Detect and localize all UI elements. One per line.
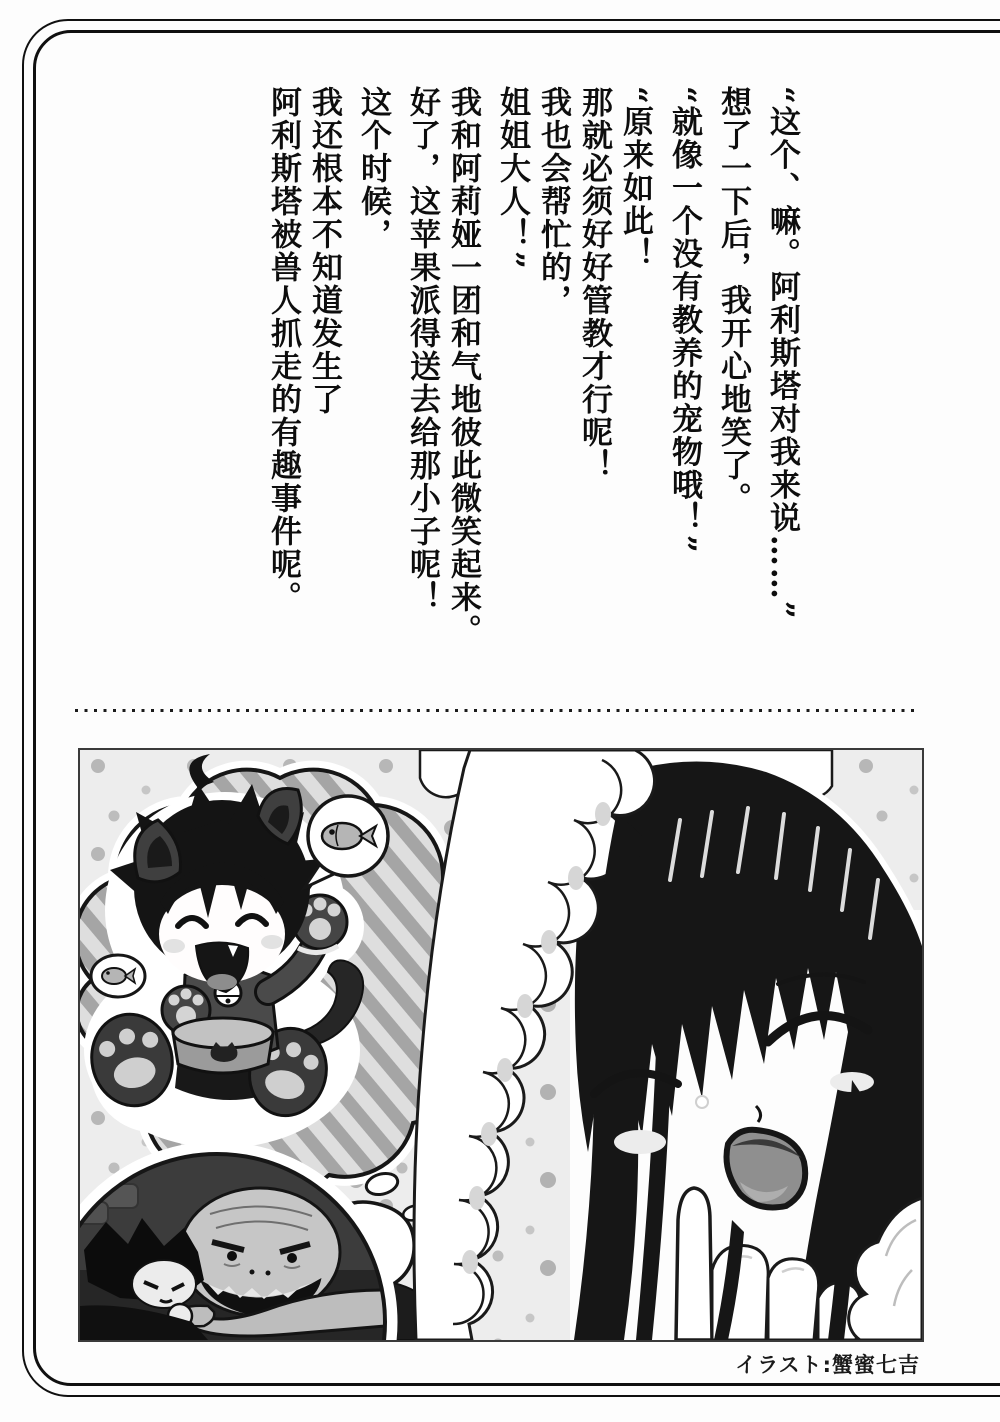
illustrator-credit: イラスト:蟹蜜七吉 — [735, 1353, 920, 1377]
index-finger — [676, 1188, 712, 1340]
novel-line: 想了一下后，我开心地笑了。 — [715, 86, 751, 515]
novel-line: “这个、嘛。阿利斯塔对我来说……” — [764, 86, 800, 621]
curled-finger — [768, 1259, 819, 1340]
novel-line: 姐姐大人！” — [494, 86, 530, 271]
novel-text-block — [262, 86, 802, 666]
blush-left-cheek — [614, 1130, 666, 1154]
novel-line: 我还根本不知道发生了 — [306, 86, 342, 416]
novel-line: 好了，这苹果派得送去给那小子呢！ — [404, 86, 440, 614]
fish-speech-bubble-small — [91, 955, 145, 997]
blush-right — [261, 935, 283, 949]
illustration-artwork — [80, 750, 922, 1340]
novel-line: 这个时候， — [355, 86, 391, 251]
open-mouth-laughing — [727, 1130, 806, 1208]
tongue — [207, 974, 237, 990]
novel-line: “原来如此！ — [617, 86, 653, 271]
blush-sparkle — [696, 1096, 708, 1108]
illustration — [78, 748, 924, 1342]
novel-line: 我和阿莉娅一团和气地彼此微笑起来。 — [445, 86, 481, 647]
captured-boy — [80, 1218, 208, 1340]
pet-food-bowl — [173, 1018, 273, 1073]
novel-line: 那就必须好好管教才行呢！ — [576, 86, 612, 482]
dotted-divider — [75, 709, 916, 712]
novel-line: 阿利斯塔被兽人抓走的有趣事件呢。 — [265, 86, 301, 614]
novel-line: 我也会帮忙的， — [535, 86, 571, 317]
blush-left — [163, 939, 185, 953]
novel-line: “就像一个没有教养的宠物哦！” — [666, 86, 702, 555]
